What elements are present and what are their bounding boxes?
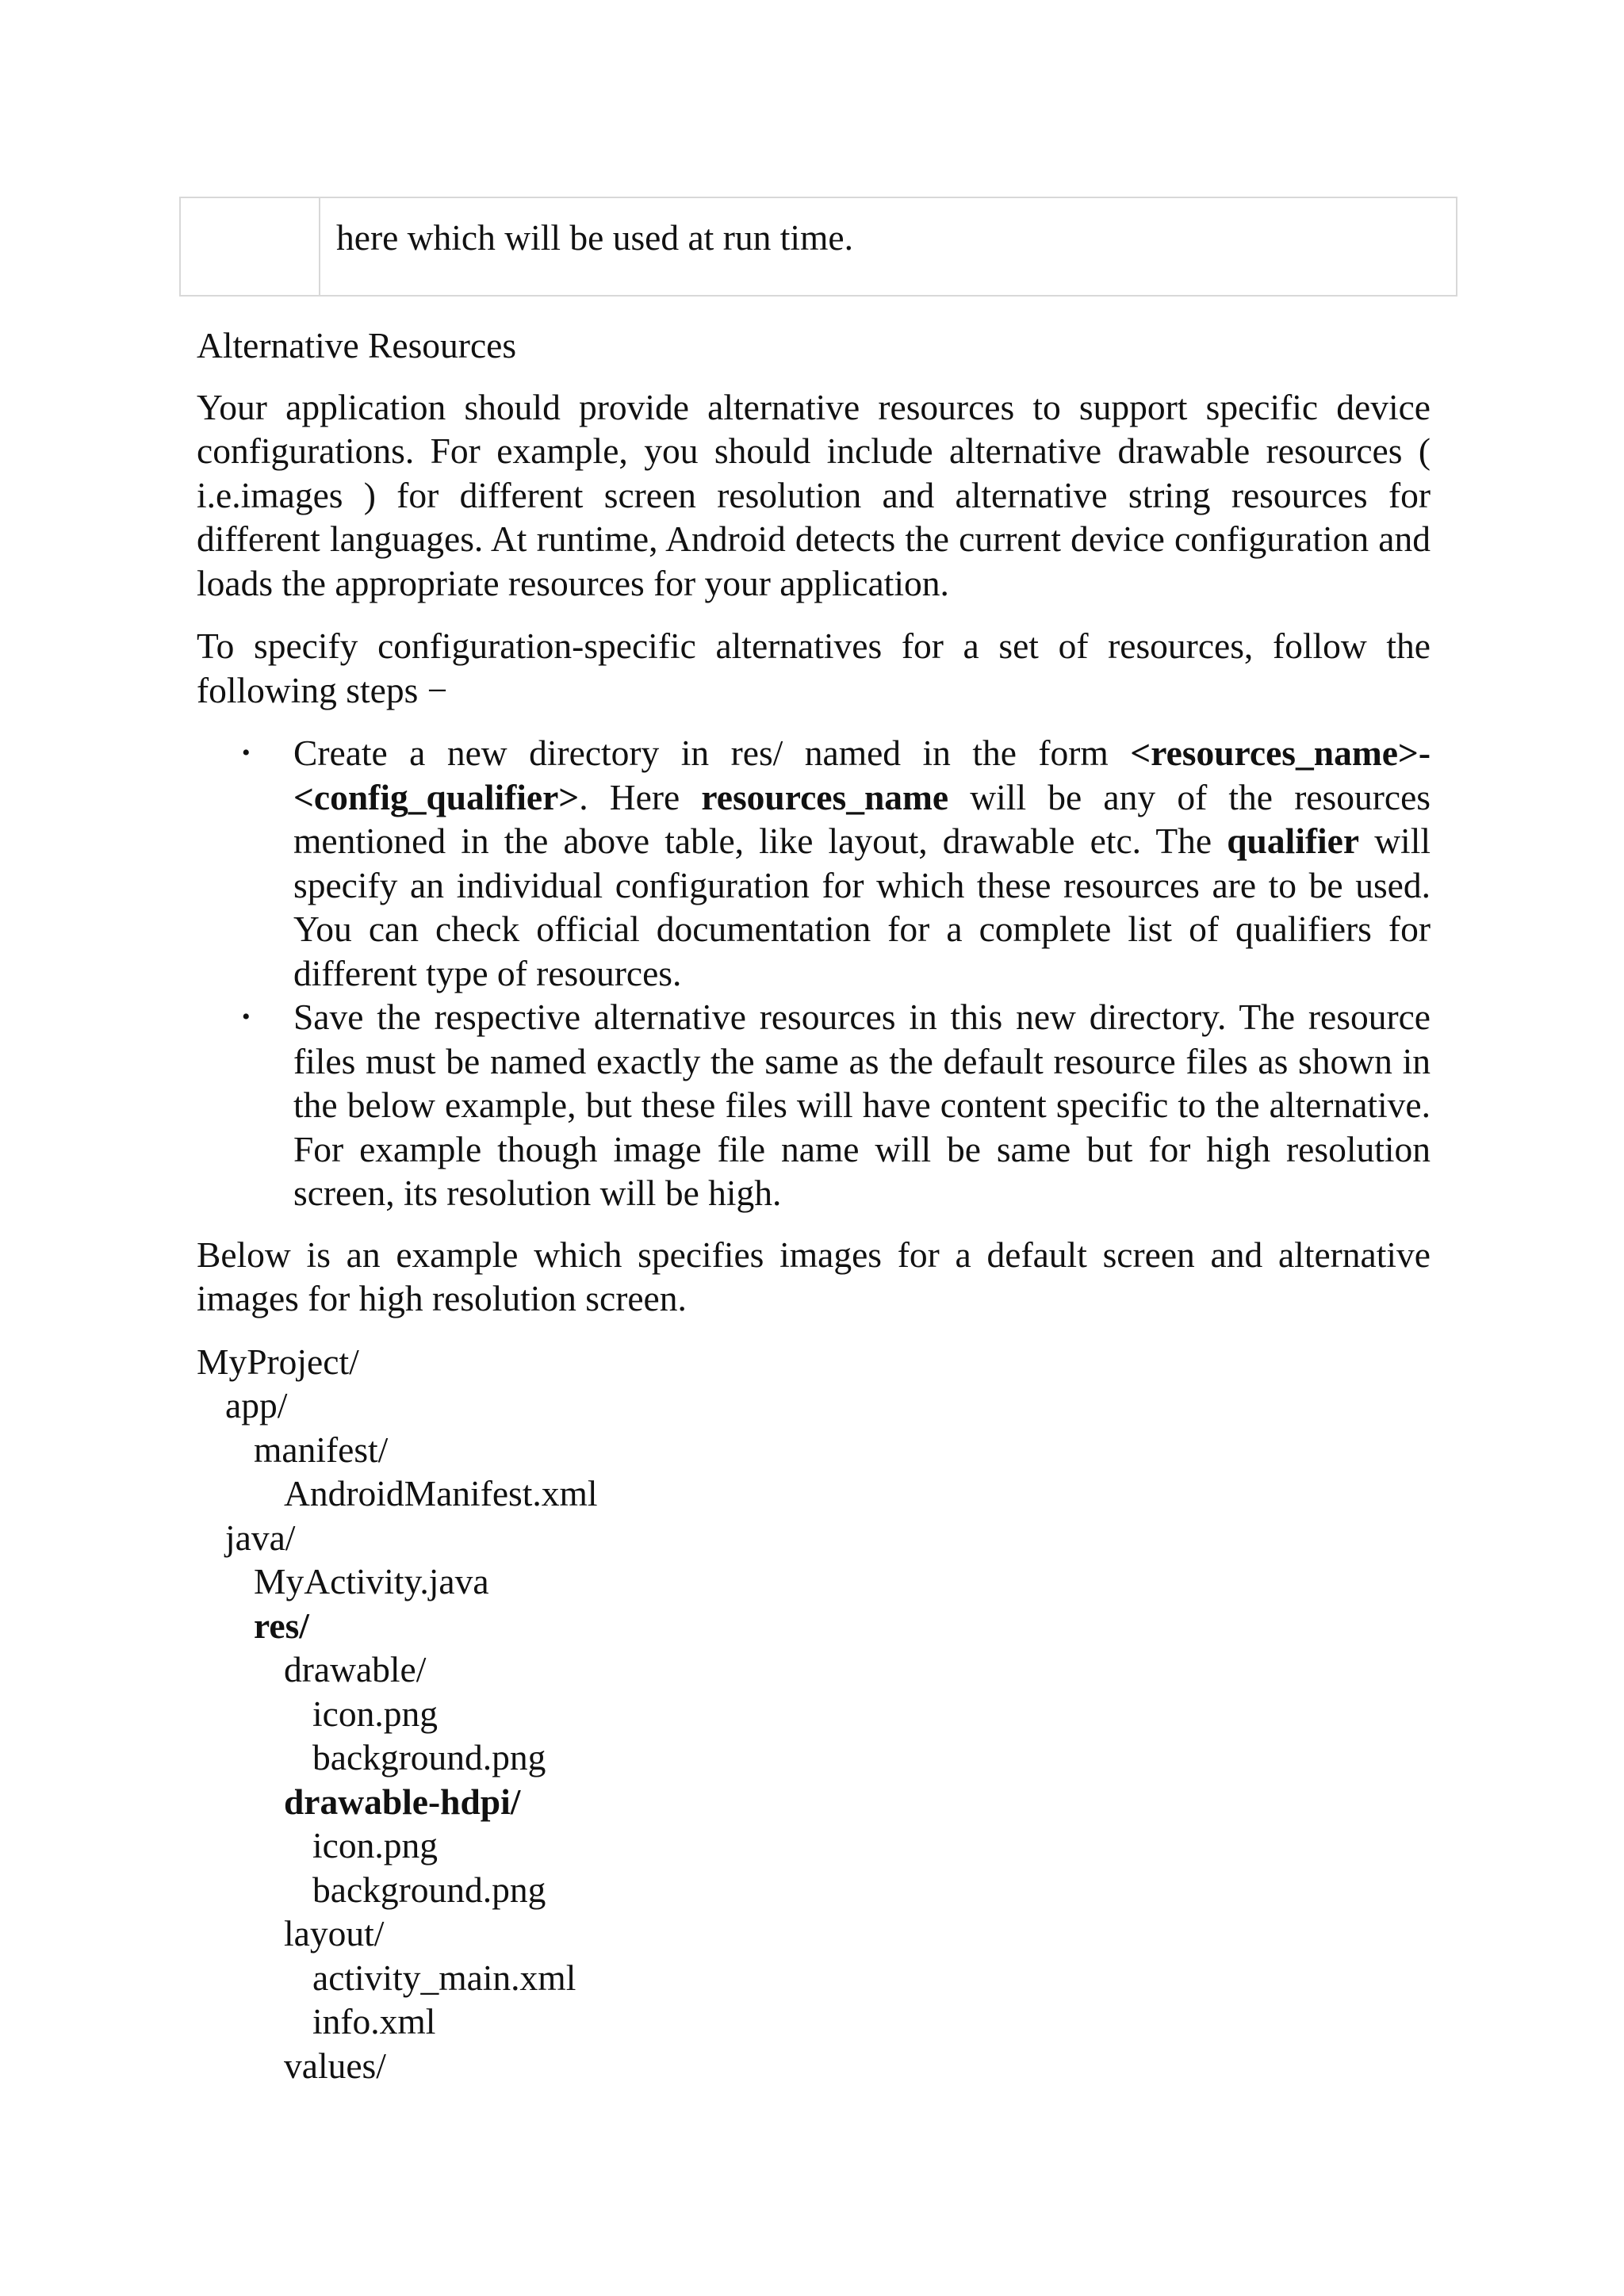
example-intro-paragraph: Below is an example which specifies images for a default screen and alternative images for high resolution screen.: [197, 1234, 1431, 1318]
step1-text-4: will specify an individual configuration for which these resources are to be used. You can check official documentation for a complete list of qualifiers for different type of resources.: [293, 821, 1431, 993]
tree-item: res/: [254, 1605, 309, 1646]
tree-item: values/: [284, 2045, 386, 2086]
tree-item: activity_main.xml: [312, 1957, 576, 1998]
tree-item: background.png: [312, 1737, 546, 1777]
section-heading: Alternative Resources: [197, 325, 517, 365]
intro-paragraph: Your application should provide alternative resources to support specific device configurations. For example, you should include alternative drawable resources ( i.e.images ) for different screen resolution and alternative string resources for different languages. At runtime, Android detects the current device configuration and loads the appropriate resources for your application.: [197, 386, 1431, 603]
steps-intro-paragraph: To specify configuration-specific alternatives for a set of resources, follow the following steps −: [197, 626, 1431, 710]
step1-text-3: will be any of the resources mentioned in the above table, like layout, drawable etc. The: [293, 776, 1431, 861]
tree-item: layout/: [284, 1913, 385, 1954]
step1-bold-resources-name: resources_name: [701, 776, 949, 817]
tree-item: MyActivity.java: [254, 1561, 489, 1601]
tree-item: info.xml: [312, 2001, 436, 2042]
table-cell-text: here which will be used at run time.: [336, 217, 853, 258]
step2-text: Save the respective alternative resources in this new directory. The resource files must be named exactly the same as the default resource files as shown in the below example, but these files will have content specific to the alternative. For example though image file name will be same but for high resolution screen, its resolution will be high.: [293, 997, 1431, 1213]
tree-item: icon.png: [312, 1693, 438, 1734]
step1-bold-directory-form: <resources_name>-<config_qualifier>: [293, 733, 1431, 817]
list-item: [197, 995, 1431, 1215]
tree-item: drawable/: [284, 1649, 427, 1689]
directory-tree: [197, 1340, 1431, 2088]
tree-item: app/: [225, 1385, 288, 1425]
tree-item: java/: [225, 1517, 296, 1558]
step1-text-1: Create a new directory in res/ named in the form: [293, 733, 1131, 773]
step1-bold-qualifier: qualifier: [1227, 821, 1360, 861]
step1-text-2: . Here: [579, 776, 702, 817]
resource-table-fragment: [179, 197, 1457, 297]
table-column-divider: [319, 198, 320, 295]
steps-list: [197, 731, 1431, 1215]
tree-item: background.png: [312, 1869, 546, 1910]
main-content: [197, 323, 1431, 2087]
tree-item: MyProject/: [197, 1341, 359, 1382]
tree-item: drawable-hdpi/: [284, 1781, 521, 1822]
bullet-icon: •: [242, 740, 251, 766]
tree-item: icon.png: [312, 1825, 438, 1866]
bullet-icon: •: [242, 1004, 251, 1030]
tree-item: manifest/: [254, 1429, 389, 1470]
list-item: [197, 731, 1431, 995]
tree-item: AndroidManifest.xml: [284, 1473, 598, 1513]
